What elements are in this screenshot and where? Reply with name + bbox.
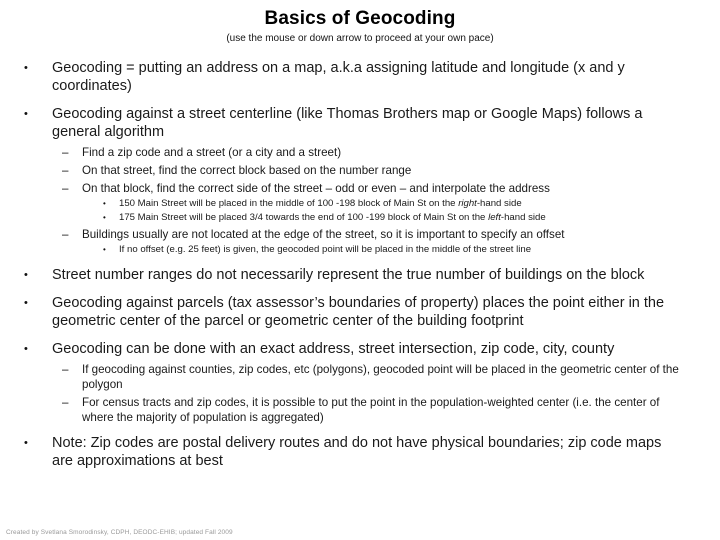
bullet-text: Find a zip code and a street (or a city and a street) [82, 145, 342, 159]
bullet-marker-dash-icon: – [62, 181, 69, 195]
bullet-marker-dash-icon: – [62, 395, 69, 409]
bullet-level2 [18, 145, 698, 160]
bullet-text: Buildings usually are not located at the edge of the street, so it is important to specify an offset [82, 228, 565, 242]
bullet-text-pre: 175 Main Street will be placed 3/4 towards the end of 100 -199 block of Main St on the [119, 211, 489, 223]
title-block [0, 0, 720, 44]
bullet-text-post: -hand side [476, 197, 522, 209]
bullet-text-emphasis: right [458, 197, 477, 209]
bullet-text: On that block, find the correct side of the street – odd or even – and interpolate the address [82, 181, 550, 195]
bullet-text: On that street, find the correct block based on the number range [82, 163, 412, 177]
bullet-level2 [18, 395, 698, 425]
bullet-level1 [18, 267, 698, 285]
bullet-marker-dot-icon: • [24, 437, 28, 450]
bullet-level2 [18, 163, 698, 178]
bullet-level2 [18, 362, 698, 392]
bullet-marker-dot-icon: • [103, 212, 106, 222]
bullet-level1 [18, 341, 698, 359]
bullet-level3 [18, 212, 698, 225]
bullet-level1 [18, 60, 698, 96]
bullet-marker-dash-icon: – [62, 362, 69, 376]
bullet-marker-dot-icon: • [24, 296, 28, 309]
bullet-text-post: -hand side [500, 211, 546, 223]
bullet-marker-dot-icon: • [24, 342, 28, 355]
bullet-text [119, 212, 698, 225]
bullet-marker-dash-icon: – [62, 228, 69, 242]
bullet-text: Geocoding against a street centerline (like Thomas Brothers map or Google Maps) follows a general algorithm [52, 105, 643, 140]
bullet-level1 [18, 435, 698, 471]
bullet-level2 [18, 181, 698, 196]
bullet-marker-dash-icon: – [62, 145, 69, 159]
bullet-text: Street number ranges do not necessarily represent the true number of buildings on the block [52, 266, 645, 283]
bullet-text: Geocoding = putting an address on a map, a.k.a assigning latitude and longitude (x and y coordinates) [52, 59, 625, 94]
bullet-marker-dot-icon: • [24, 268, 28, 281]
bullet-text: Geocoding against parcels (tax assessor’s boundaries of property) places the point either in the geometric center of the parcel or geometric center of the building footprint [52, 294, 665, 329]
slide-body [0, 44, 720, 471]
bullet-level3 [18, 198, 698, 211]
bullet-text: For census tracts and zip codes, it is possible to put the point in the population-weighted center (i.e. the center of where the majority of population is aggregated) [82, 395, 660, 424]
bullet-marker-dash-icon: – [62, 163, 69, 177]
bullet-level3 [18, 244, 698, 257]
bullet-level1 [18, 106, 698, 142]
bullet-text [119, 198, 698, 211]
page-title: Basics of Geocoding [264, 8, 456, 29]
bullet-text: If geocoding against counties, zip codes, etc (polygons), geocoded point will be placed in the geometric center of the polygon [82, 362, 679, 391]
bullet-text: If no offset (e.g. 25 feet) is given, the geocoded point will be placed in the middle of the street line [119, 244, 532, 256]
bullet-text: Geocoding can be done with an exact address, street intersection, zip code, city, county [52, 340, 615, 357]
bullet-text-emphasis: left [488, 211, 501, 223]
bullet-level2 [18, 227, 698, 242]
page-subtitle: (use the mouse or down arrow to proceed at your own pace) [226, 32, 494, 44]
footer-credit: Created by Svetlana Smorodinsky, CDPH, DEODC-EHIB; updated Fall 2009 [6, 529, 233, 536]
bullet-marker-dot-icon: • [24, 61, 28, 74]
bullet-text: Note: Zip codes are postal delivery routes and do not have physical boundaries; zip code maps are approximations at best [52, 435, 662, 470]
bullet-marker-dot-icon: • [103, 198, 106, 208]
bullet-marker-dot-icon: • [24, 107, 28, 120]
bullet-text-pre: 150 Main Street will be placed in the middle of 100 -198 block of Main St on the [119, 197, 459, 209]
bullet-level1 [18, 295, 698, 331]
bullet-marker-dot-icon: • [103, 245, 106, 255]
